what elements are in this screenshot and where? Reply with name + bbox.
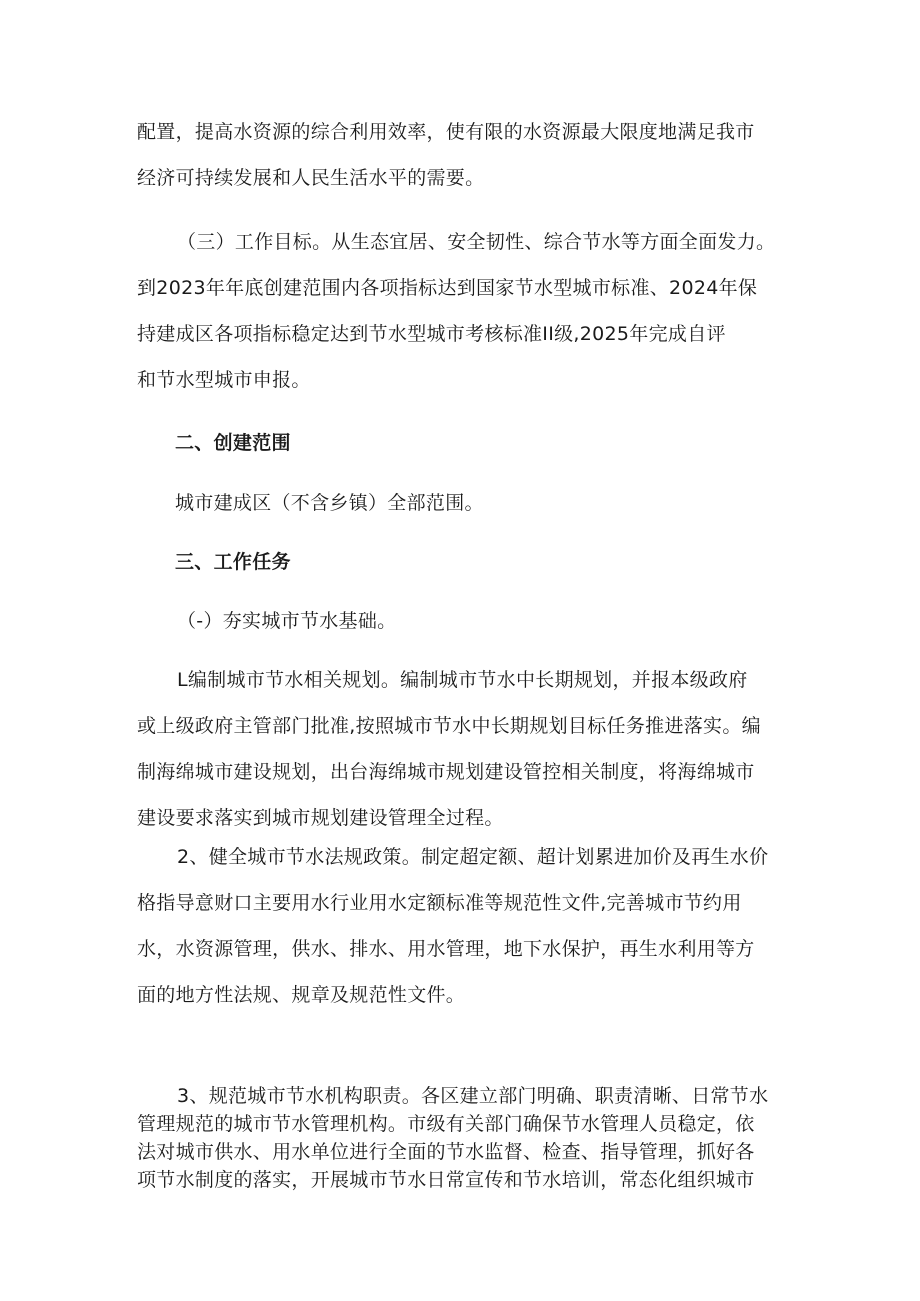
text-line: 项节水制度的落实，开展城市节水日常宣传和节水培训，常态化组织城市 bbox=[137, 1169, 755, 1191]
paragraph-institution-duties bbox=[137, 1082, 789, 1194]
text-line: 3、规范城市节水机构职责。各区建立部门明确、职责清晰、日常节水 bbox=[177, 1085, 769, 1107]
paragraph-water-resource-config bbox=[137, 109, 789, 201]
section-heading-tasks: 三、工作任务 bbox=[175, 551, 291, 573]
subheading-foundation: （-）夯实城市节水基础。 bbox=[177, 610, 397, 632]
text-line: L编制城市节水相关规划。编制城市节水中长期规划，并报本级政府 bbox=[177, 669, 748, 691]
text-line: 配置，提高水资源的综合利用效率，使有限的水资源最大限度地满足我市 bbox=[137, 121, 755, 143]
text-line: 2、健全城市节水法规政策。制定超定额、超计划累进加价及再生水价 bbox=[177, 846, 769, 868]
text-line: 和节水型城市申报。 bbox=[137, 369, 311, 391]
text-line: 持建成区各项指标稳定达到节水型城市考核标准II级,2025年完成自评 bbox=[137, 323, 726, 345]
paragraph-scope: 城市建成区（不含乡镇）全部范围。 bbox=[175, 492, 484, 514]
text-line: 格指导意财口主要用水行业用水定额标准等规范性文件,完善城市节约用 bbox=[137, 892, 742, 914]
paragraph-work-goals bbox=[137, 219, 789, 403]
text-line: 水，水资源管理，供水、排水、用水管理，地下水保护，再生水利用等方 bbox=[137, 938, 755, 960]
text-line: （三）工作目标。从生态宜居、安全韧性、综合节水等方面全面发力。 bbox=[177, 231, 776, 253]
text-line: 面的地方性法规、规章及规范性文件。 bbox=[137, 984, 466, 1006]
text-line: 到2023年年底创建范围内各项指标达到国家节水型城市标准、2024年保 bbox=[137, 277, 758, 299]
text-line: 法对城市供水、用水单位进行全面的节水监督、检查、指导管理，抓好各 bbox=[137, 1141, 755, 1163]
text-line: 管理规范的城市节水管理机构。市级有关部门确保节水管理人员稳定，依 bbox=[137, 1113, 755, 1135]
text-line: 或上级政府主管部门批准,按照城市节水中长期规划目标任务推进落实。编 bbox=[137, 715, 761, 737]
text-line: 经济可持续发展和人民生活水平的需要。 bbox=[137, 167, 485, 189]
text-line: 制海绵城市建设规划，出台海绵城市规划建设管控相关制度，将海绵城市 bbox=[137, 761, 755, 783]
section-heading-scope: 二、创建范围 bbox=[175, 432, 291, 454]
paragraph-planning bbox=[137, 657, 789, 841]
text-line: 建设要求落实到城市规划建设管理全过程。 bbox=[137, 807, 504, 829]
paragraph-regulations bbox=[137, 834, 789, 1018]
